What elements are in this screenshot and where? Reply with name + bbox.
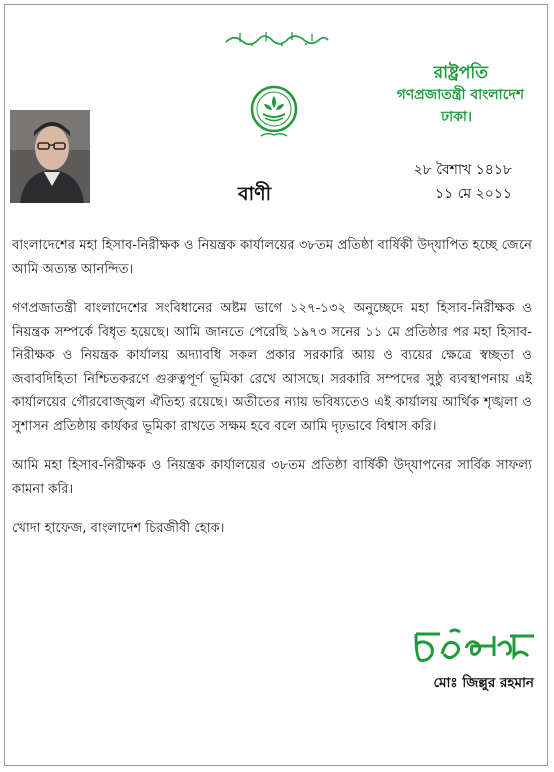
bismillah-calligraphy — [222, 28, 332, 48]
presidential-seal-icon — [247, 84, 301, 140]
paragraph: আমি মহা হিসাব-নিরীক্ষক ও নিয়ন্ত্রক কার্যালয়ের ৩৮তম প্রতিষ্ঠা বার্ষিকী উদ্‌যাপনের সার্বিক সাফল্য কামনা করি। — [12, 458, 532, 497]
message-heading: বাণী — [238, 183, 272, 205]
date-block — [352, 158, 512, 206]
paragraph: গণপ্রজাতন্ত্রী বাংলাদেশের সংবিধানের অষ্টম ভাগে ১২৭-১৩২ অনুচ্ছেদে মহা হিসাব-নিরীক্ষক ও নিয়ন্ত্রক সম্পর্কে বিধৃত হয়েছে। আমি জানতে পেরেছি ১৯৭৩ সনের ১১ মে প্রতিষ্ঠার পর মহা হিসাব-নিরীক্ষক ও নিয়ন্ত্রক কার্যালয় অদ্যাবধি সকল প্রকার সরকারি আয় ও ব্যয়ের ক্ষেত্রে স্বচ্ছতা ও জবাবদিহিতা নিশ্চিতকরণে গুরুত্বপূর্ণ ভূমিকা রেখে আসছে। সরকারি সম্পদের সুষ্ঠু ব্যবস্থাপনায় এই কার্যালয়ের গৌরবোজ্জ্বল ঐতিহ্য রয়েছে। অতীতের ন্যায় ভবিষ্যতেও এই কার্যালয় আর্থিক শৃঙ্খলা ও সুশাসন প্রতিষ্ঠায় কার্যকর ভূমিকা রাখতে সক্ষম হবে বলে আমি দৃঢ়ভাবে বিশ্বাস করি। — [12, 301, 532, 434]
office-title: রাষ্ট্রপতি — [433, 63, 488, 83]
office-subtitle: গণপ্রজাতন্ত্রী বাংলাদেশ — [396, 87, 524, 103]
message-body — [12, 234, 532, 557]
office-heading — [304, 62, 524, 128]
bengali-date: ২৮ বৈশাখ ১৪১৮ — [413, 162, 512, 178]
paragraph: বাংলাদেশের মহা হিসাব-নিরীক্ষক ও নিয়ন্ত্রক কার্যালয়ের ৩৮তম প্রতিষ্ঠা বার্ষিকী উদ্‌যাপিত হচ্ছে জেনে আমি অত্যন্ত আনন্দিত। — [12, 238, 532, 277]
portrait-photo — [10, 110, 90, 203]
handwritten-signature — [410, 624, 538, 668]
office-city: ঢাকা। — [441, 109, 472, 125]
signer-name: মোঃ জিল্লুর রহমান — [433, 675, 534, 691]
paragraph: খোদা হাফেজ, বাংলাদেশ চিরজীবী হোক। — [12, 521, 225, 536]
gregorian-date: ১১ মে ২০১১ — [435, 186, 512, 202]
